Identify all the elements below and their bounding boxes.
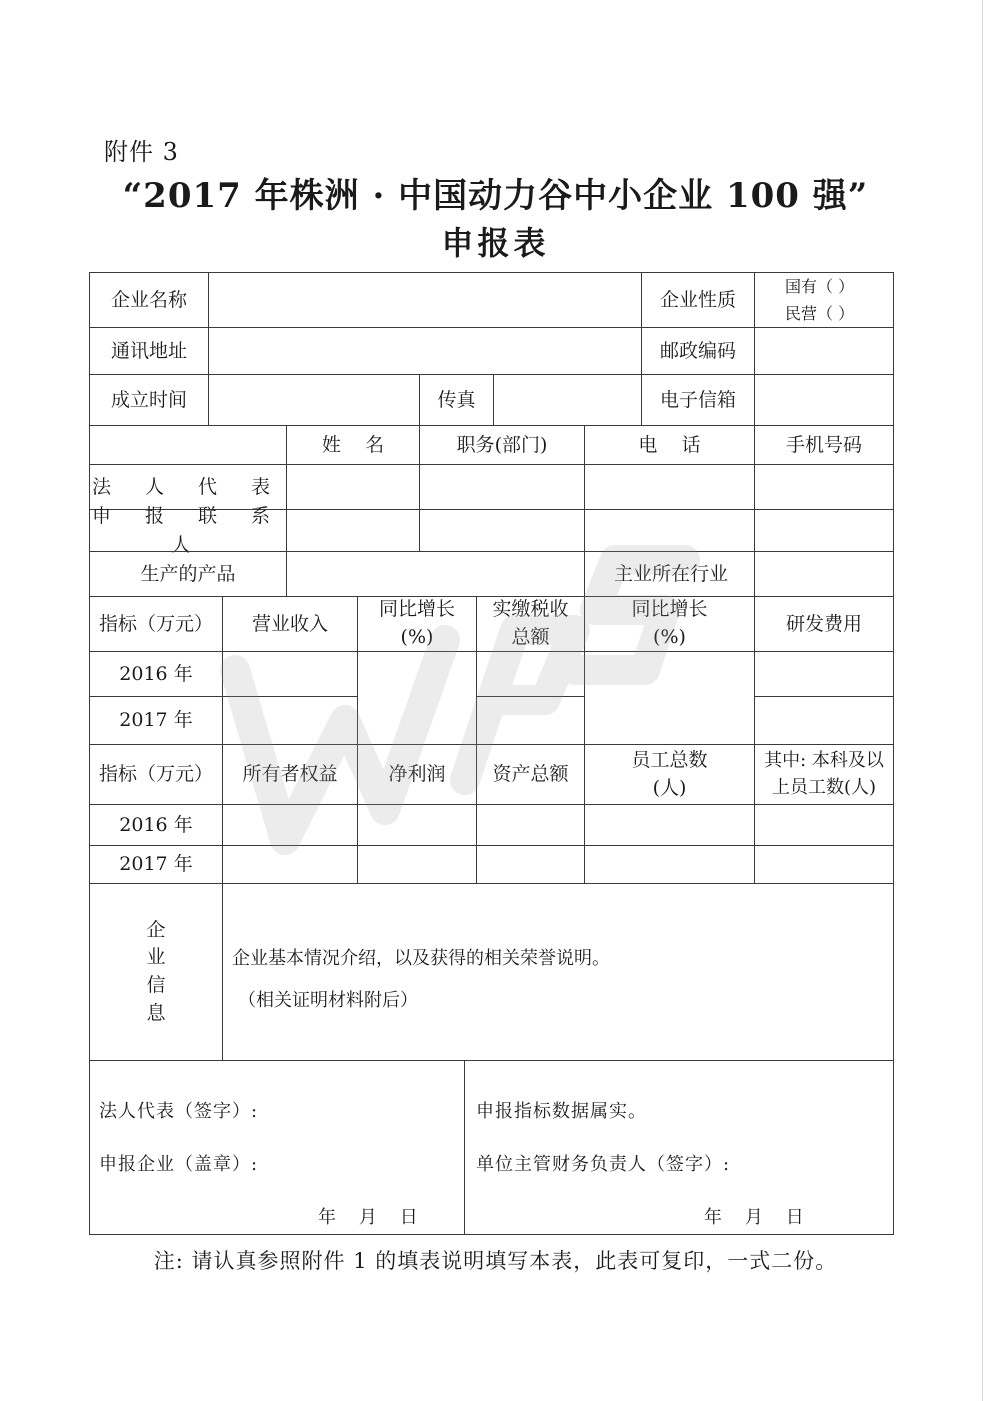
company-info-char-4: 息 — [146, 1001, 166, 1024]
tax-total-line-2: 总额 — [511, 626, 550, 648]
contact-header-position: 职务(部门) — [419, 425, 585, 465]
bachelor-2017-field[interactable] — [754, 845, 894, 884]
contact-header-mobile: 手机号码 — [754, 425, 894, 465]
fax-label: 传真 — [419, 374, 494, 426]
attachment-label: 附件 3 — [104, 138, 179, 166]
contact-header-phone: 电 话 — [584, 425, 755, 465]
revenue-2016-field[interactable] — [222, 651, 358, 697]
industry-label: 主业所在行业 — [584, 551, 755, 597]
year-2016-label-b: 2016 年 — [89, 804, 223, 846]
legal-rep-name-field[interactable] — [286, 464, 420, 510]
tax-total-line-1: 实缴税收 — [492, 598, 569, 621]
established-label: 成立时间 — [89, 374, 209, 426]
tax-total-header — [476, 596, 585, 652]
total-assets-header: 资产总额 — [476, 744, 585, 805]
signature-right-box — [464, 1060, 894, 1235]
total-assets-2017-field[interactable] — [476, 845, 585, 884]
company-name-label: 企业名称 — [89, 272, 209, 328]
date-left[interactable]: 年 月 日 — [318, 1207, 418, 1228]
tax-2017-field[interactable] — [476, 696, 585, 745]
company-info-char-2: 业 — [146, 946, 166, 969]
email-field[interactable] — [754, 374, 894, 426]
year-2017-label-a: 2017 年 — [89, 696, 223, 745]
nature-option-state[interactable]: 国有（ ） — [785, 276, 855, 296]
contact-header-blank — [89, 425, 287, 465]
legal-rep-position-field[interactable] — [419, 464, 585, 510]
employees-2016-field[interactable] — [584, 804, 755, 846]
company-info-note: （相关证明材料附后） — [238, 990, 418, 1011]
bachelor-employees-header — [754, 744, 894, 805]
postcode-field[interactable] — [754, 327, 894, 375]
contact-person-label: 申 报 联 系 人 — [89, 509, 287, 552]
title-line-1: “2017 年株洲 · 中国动力谷中小企业 100 强” — [122, 176, 869, 216]
company-nature-label: 企业性质 — [641, 272, 755, 328]
yoy-growth-header-2 — [584, 596, 755, 652]
equity-header: 所有者权益 — [222, 744, 358, 805]
rnd-header: 研发费用 — [754, 596, 894, 652]
net-profit-header: 净利润 — [357, 744, 477, 805]
date-right[interactable]: 年 月 日 — [704, 1207, 804, 1228]
yoy-growth-1-field[interactable] — [357, 651, 477, 745]
footer-note: 注: 请认真参照附件 1 的填表说明填写本表，此表可复印，一式二份。 — [153, 1249, 838, 1273]
contact-person-mobile-field[interactable] — [754, 509, 894, 552]
title-line-2: 申报表 — [441, 224, 550, 262]
rnd-2017-field[interactable] — [754, 696, 894, 745]
total-assets-2016-field[interactable] — [476, 804, 585, 846]
company-info-label — [89, 883, 223, 1061]
legal-rep-phone-field[interactable] — [584, 464, 755, 510]
email-label: 电子信箱 — [641, 374, 755, 426]
legal-rep-mobile-field[interactable] — [754, 464, 894, 510]
employees-header — [584, 744, 755, 805]
sign-company-seal[interactable]: 申报企业（盖章）: — [99, 1154, 259, 1175]
contact-person-position-field[interactable] — [419, 509, 585, 552]
fax-field[interactable] — [493, 374, 642, 426]
year-2016-label-a: 2016 年 — [89, 651, 223, 697]
equity-2017-field[interactable] — [222, 845, 358, 884]
indicators1-header: 指标（万元） — [89, 596, 223, 652]
postcode-label: 邮政编码 — [641, 327, 755, 375]
yoy-growth-1-unit: (%) — [400, 626, 434, 648]
yoy-growth-2-text: 同比增长 — [631, 598, 708, 621]
company-info-char-3: 信 — [146, 974, 166, 996]
address-field[interactable] — [208, 327, 642, 375]
bachelor-line-2: 上员工数(人) — [771, 776, 877, 798]
products-field[interactable] — [286, 551, 585, 597]
equity-2016-field[interactable] — [222, 804, 358, 846]
address-label: 通讯地址 — [89, 327, 209, 375]
contact-person-name-field[interactable] — [286, 509, 420, 552]
rnd-2016-field[interactable] — [754, 651, 894, 697]
company-nature-options[interactable] — [754, 272, 894, 328]
revenue-2017-field[interactable] — [222, 696, 358, 745]
yoy-growth-header-1 — [357, 596, 477, 652]
company-info-text: 企业基本情况介绍，以及获得的相关荣誉说明。 — [232, 948, 610, 969]
bachelor-line-1: 其中: 本科及以 — [764, 750, 884, 772]
employees-line-1: 员工总数 — [631, 748, 708, 771]
contact-person-phone-field[interactable] — [584, 509, 755, 552]
legal-rep-label: 法 人 代 表 — [89, 464, 287, 510]
employees-2017-field[interactable] — [584, 845, 755, 884]
contact-header-name: 姓 名 — [286, 425, 420, 465]
yoy-growth-2-field[interactable] — [584, 651, 755, 745]
products-label: 生产的产品 — [89, 551, 287, 597]
tax-2016-field[interactable] — [476, 651, 585, 697]
revenue-header: 营业收入 — [222, 596, 358, 652]
employees-line-2: (人) — [652, 776, 687, 799]
sign-finance-head[interactable]: 单位主管财务负责人（签字）: — [476, 1154, 731, 1175]
company-info-char-1: 企 — [146, 918, 166, 941]
net-profit-2016-field[interactable] — [357, 804, 477, 846]
established-field[interactable] — [208, 374, 420, 426]
net-profit-2017-field[interactable] — [357, 845, 477, 884]
industry-field[interactable] — [754, 551, 894, 597]
sign-legal-rep[interactable]: 法人代表（签字）: — [99, 1101, 259, 1122]
indicators2-header: 指标（万元） — [89, 744, 223, 805]
bachelor-2016-field[interactable] — [754, 804, 894, 846]
data-true-statement: 申报指标数据属实。 — [476, 1101, 647, 1122]
company-info-field[interactable] — [222, 883, 894, 1061]
year-2017-label-b: 2017 年 — [89, 845, 223, 884]
yoy-growth-2-unit: (%) — [653, 626, 686, 648]
nature-option-private[interactable]: 民营（ ） — [785, 304, 855, 323]
yoy-growth-1-text: 同比增长 — [378, 598, 455, 621]
company-name-field[interactable] — [208, 272, 642, 328]
